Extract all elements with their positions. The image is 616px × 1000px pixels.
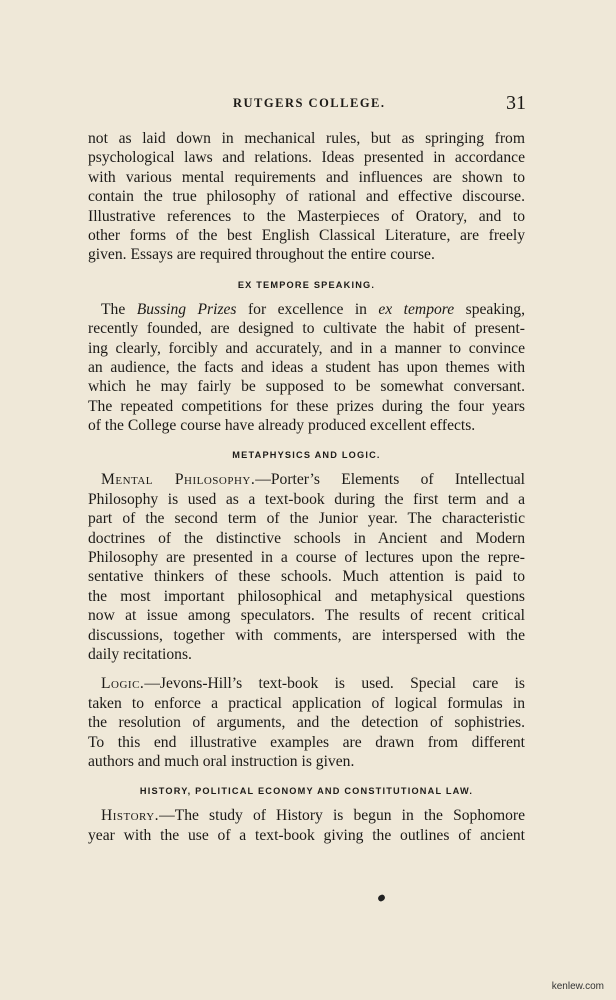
section-heading-metaphysics: METAPHYSICS AND LOGIC.	[232, 450, 381, 461]
text-line: taken to enforce a practical application of logical formulas in	[88, 694, 525, 712]
text-line: sentative thinkers of these schools. Much attention is paid to	[88, 568, 525, 586]
text-line: ing clearly, forcibly and accurately, and in a manner to convince	[88, 339, 525, 357]
text-line: an audience, the facts and ideas a student has upon themes with	[88, 358, 525, 376]
text-line: the resolution of arguments, and the detection of sophistries.	[88, 714, 525, 732]
text-line: contain the true philosophy of rational and effective discourse.	[88, 188, 525, 206]
run-in-heading: Logic.	[101, 675, 145, 693]
text-line: The repeated competitions for these prizes during the four years	[88, 397, 525, 415]
text-line: not as laid down in mechanical rules, but as springing from	[88, 130, 525, 147]
paragraph-history	[88, 806, 525, 845]
text-line: year with the use of a text-book giving the outlines of ancient	[88, 826, 525, 844]
text-line: the most important philosophical and metaphysical questions	[88, 587, 525, 605]
text-line: To this end illustrative examples are drawn from different	[88, 733, 525, 751]
page-header	[88, 92, 528, 118]
running-title: RUTGERS COLLEGE.	[233, 96, 386, 110]
text-line: doctrines of the distinctive schools in Ancient and Modern	[88, 529, 525, 547]
text-line: The Bussing Prizes for excellence in ex tempore speaking,	[101, 300, 525, 318]
text-line: with various mental requirements and influences are shown to	[88, 168, 525, 186]
section-heading-history: HISTORY, POLITICAL ECONOMY AND CONSTITUTIONAL LAW.	[139, 786, 474, 797]
text-line: of the College course have already produced excellent effects.	[88, 417, 476, 435]
text-line: daily recitations.	[88, 645, 192, 663]
paragraph-oratory	[88, 129, 525, 265]
text-line: recently founded, are designed to cultivate the habit of present-	[88, 320, 525, 338]
text-line: part of the second term of the Junior year. The characteristic	[88, 510, 525, 528]
body-text	[88, 129, 525, 845]
text-line: Illustrative references to the Masterpieces of Oratory, and to	[88, 207, 525, 225]
text-line: now at issue among speculators. The results of recent critical	[88, 607, 525, 625]
text-line: Logic.—Jevons-Hill’s text-book is used. Special care is	[101, 675, 525, 693]
italic-prize-name: Bussing Prizes	[136, 300, 237, 318]
run-in-heading: History.	[101, 807, 160, 825]
watermark: kenlew.com	[551, 981, 604, 992]
text-line: given. Essays are required throughout the entire course.	[88, 246, 435, 264]
text-line: History.—The study of History is begun in the Sophomore	[101, 807, 525, 825]
text-line: Philosophy is used as a text-book during the first term and a	[88, 490, 525, 508]
paragraph-mental-philosophy	[88, 470, 525, 664]
text-line: discussions, together with comments, are interspersed with the	[88, 626, 525, 644]
paragraph-logic	[88, 674, 525, 771]
text-line: which he may fairly be supposed to be somewhat conversant.	[88, 378, 525, 396]
run-in-heading: Mental Philosophy.	[101, 471, 256, 489]
section-heading-ex-tempore: EX TEMPORE SPEAKING.	[237, 279, 376, 290]
text-line: Mental Philosophy.—Porter’s Elements of Intellectual	[101, 471, 525, 489]
text-line: Philosophy are presented in a course of lectures upon the repre-	[88, 549, 525, 567]
paragraph-ex-tempore	[88, 300, 525, 436]
ink-spot	[377, 894, 386, 902]
text-line: psychological laws and relations. Ideas presented in accordance	[88, 149, 525, 167]
text-line: other forms of the best English Classical Literature, are freely	[88, 226, 525, 244]
page-number: 31	[506, 92, 526, 114]
italic-term: ex tempore	[378, 300, 455, 318]
text-line: authors and much oral instruction is given.	[88, 752, 355, 770]
